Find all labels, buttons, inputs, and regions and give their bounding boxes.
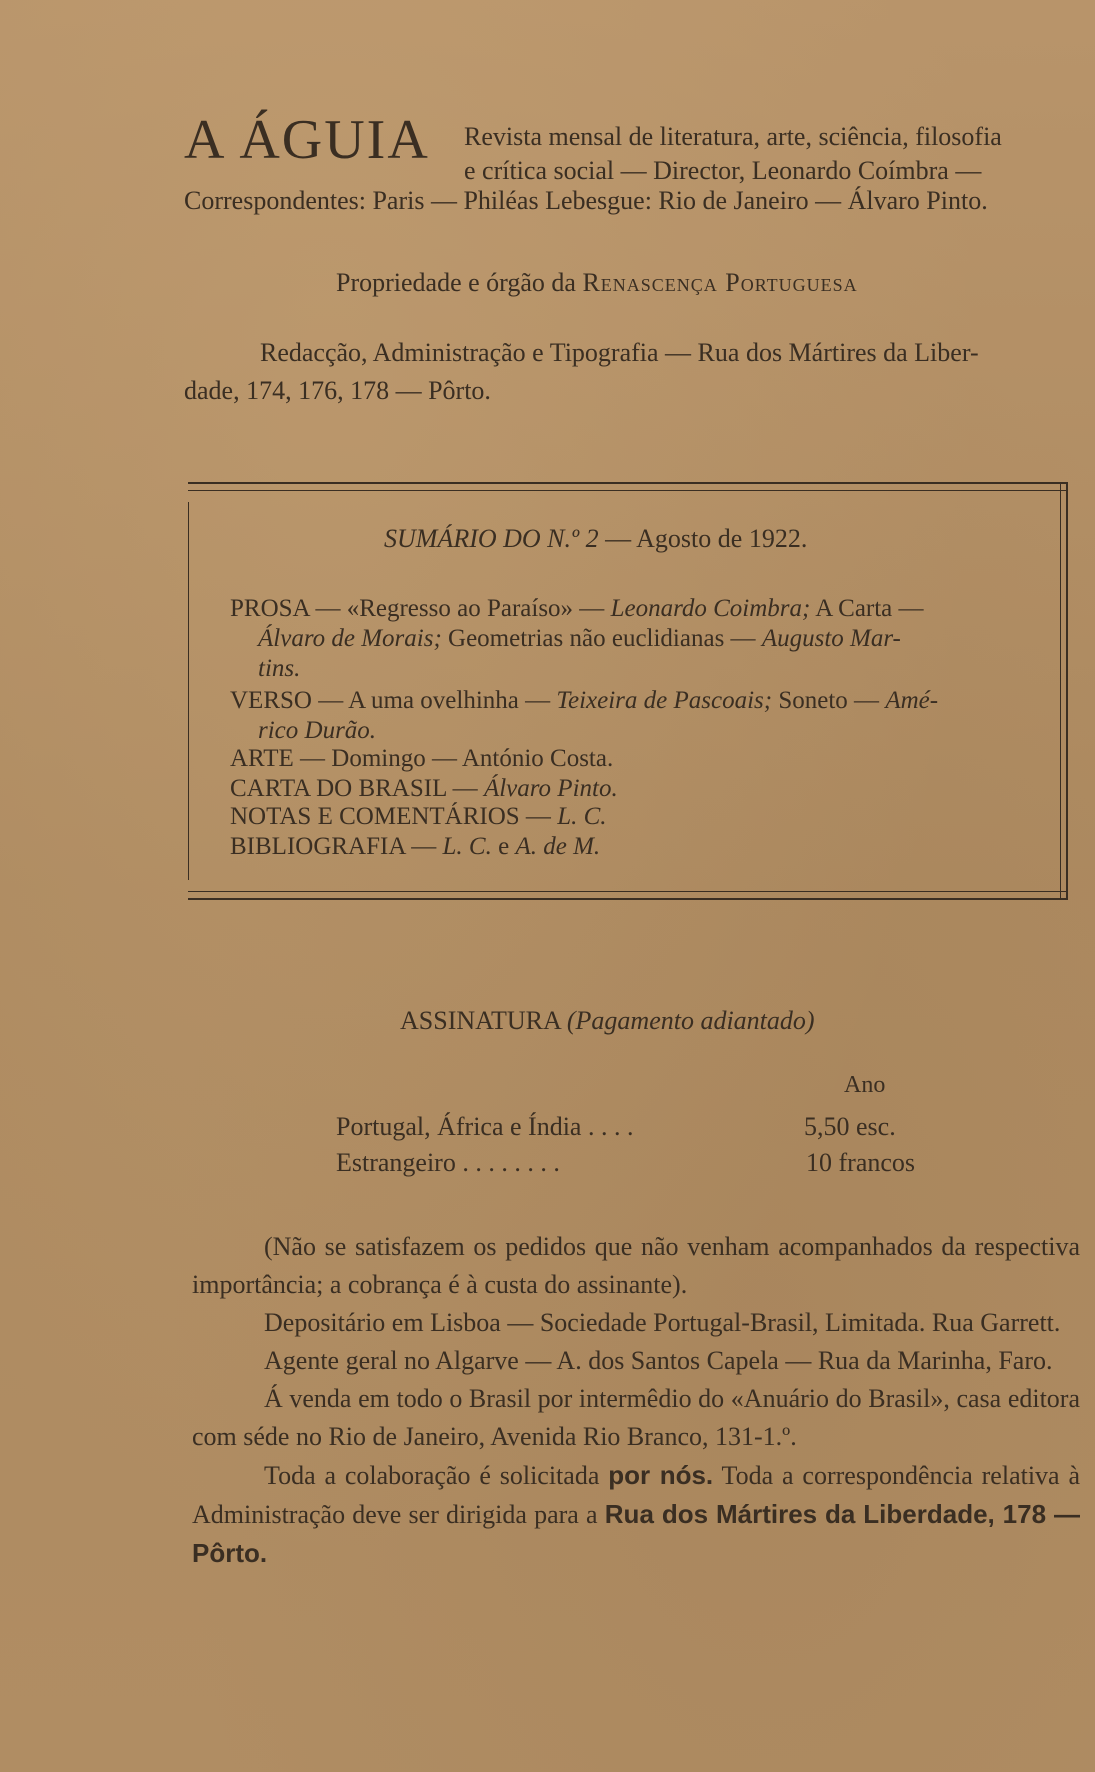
entry-label: VERSO — A uma ovelhinha — (230, 687, 557, 714)
summary-box-left-rule (188, 502, 189, 880)
entry-author: Amé- (885, 687, 939, 714)
summary-entry-verso-cont: rico Durão. (258, 717, 377, 744)
subscription-row-label: Estrangeiro . . . . . . . . (336, 1148, 560, 1177)
summary-entry-prosa-cont2: tins. (258, 655, 301, 682)
summary-heading-date: — Agosto de 1922. (598, 524, 808, 553)
subscription-heading-label: ASSINATURA (400, 1006, 567, 1035)
entry-author: L. C. (557, 803, 607, 830)
property-organization: Renascença Portuguesa (582, 268, 858, 297)
note-paragraph (192, 1456, 1080, 1573)
redaction-line-2: dade, 174, 176, 178 — Pôrto. (184, 376, 491, 405)
entry-label: BIBLIOGRAFIA — (230, 833, 443, 860)
note-text: Toda a correspondência relativa à Administração deve ser dirigida para a (192, 1461, 1080, 1529)
description-line-2: e crítica social — Director, Leonardo Coímbra — (464, 156, 982, 185)
entry-author: L. C. (442, 833, 492, 860)
property-line (336, 268, 858, 298)
magazine-title: A ÁGUIA (184, 109, 430, 171)
summary-entry-notas (230, 802, 607, 832)
entry-author: Álvaro de Morais; (258, 625, 442, 652)
note-text: Toda a colaboração é solicitada (264, 1461, 609, 1490)
summary-box-bottom-rule (188, 891, 1068, 900)
note-paragraph: (Não se satisfazem os pedidos que não venham acompanhados da respectiva importância; a cobrança é à custa do assinante). (192, 1232, 1080, 1299)
entry-author: A. de M. (515, 833, 601, 860)
summary-box-right-rule (1060, 482, 1068, 900)
description-line-1: Revista mensal de literatura, arte, sciência, filosofia (464, 122, 1002, 151)
entry-label: NOTAS E COMENTÁRIOS — (230, 803, 558, 830)
entry-text: e (491, 833, 516, 860)
subscription-heading-note: (Pagamento adiantado) (566, 1006, 815, 1035)
note-paragraph: Agente geral no Algarve — A. dos Santos Capela — Rua da Marinha, Faro. (264, 1346, 1053, 1375)
subscription-row-value: 10 francos (806, 1148, 916, 1177)
summary-entry-arte: ARTE — Domingo — António Costa. (230, 745, 614, 772)
entry-author: Teixeira de Pascoais; (556, 687, 773, 714)
summary-heading-number: SUMÁRIO DO N.º 2 (384, 524, 599, 553)
entry-text: A Carta — (810, 595, 924, 622)
entry-author: Álvaro Pinto. (483, 775, 618, 802)
summary-box-top-rule (188, 482, 1068, 491)
summary-entry-bibliografia (230, 832, 600, 862)
note-bold-text: por nós. (608, 1460, 714, 1490)
summary-entry-carta (230, 774, 618, 804)
note-paragraph: Depositário em Lisboa — Sociedade Portugal-Brasil, Limitada. Rua Garrett. (264, 1308, 1061, 1337)
correspondents-line: Correspondentes: Paris — Philéas Lebesgue: Rio de Janeiro — Álvaro Pinto. (184, 186, 988, 215)
entry-label: PROSA — «Regresso ao Paraíso» — (230, 595, 611, 622)
entry-label: CARTA DO BRASIL — (230, 775, 484, 802)
redaction-line-1: Redacção, Administração e Tipografia — Rua dos Mártires da Liber- (260, 338, 979, 367)
summary-entry-prosa (230, 594, 924, 624)
summary-heading (384, 524, 807, 554)
entry-text: Soneto — (772, 687, 886, 714)
note-bold-address: Rua dos Mártires da Liberdade, 178 — Pôrto. (192, 1499, 1080, 1568)
subscription-heading (400, 1006, 815, 1036)
subscription-row-value: 5,50 esc. (804, 1112, 896, 1141)
notes-block (192, 1228, 1080, 1573)
subscription-row-label: Portugal, África e Índia . . . . (336, 1112, 634, 1141)
entry-author: Augusto Mar- (761, 625, 901, 652)
note-paragraph: Á venda em todo o Brasil por intermêdio do «Anuário do Brasil», casa editora com séde no Rio de Janeiro, Avenida Rio Branco, 131-1.º. (192, 1384, 1080, 1451)
summary-entry-prosa-cont (258, 624, 901, 654)
subscription-column-header: Ano (844, 1072, 886, 1098)
entry-author: Leonardo Coimbra; (610, 595, 811, 622)
entry-text: Geometrias não euclidianas — (441, 625, 762, 652)
property-prefix: Propriedade e órgão da (336, 268, 583, 297)
magazine-description (464, 120, 1002, 188)
summary-entry-verso (230, 686, 938, 716)
